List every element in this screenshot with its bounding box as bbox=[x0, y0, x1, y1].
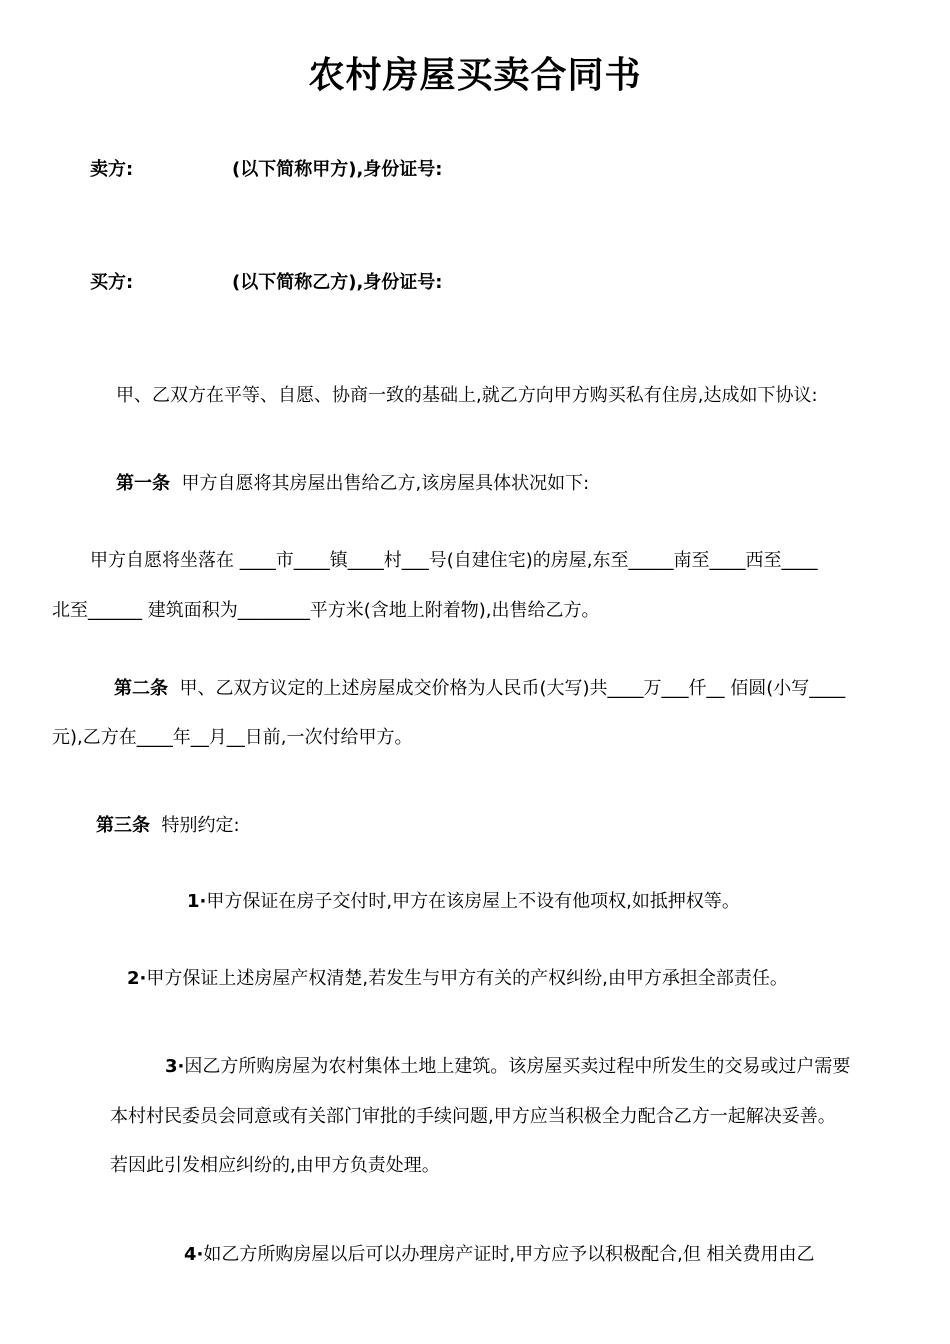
article-2-line-2: 元),乙方在____年__月__日前,一次付给甲方。 bbox=[52, 727, 413, 748]
item-3-text-line-1: 因乙方所购房屋为农村集体土地上建筑。该房屋买卖过程中所发生的交易或过户需要 bbox=[184, 1056, 851, 1077]
item-1-text: 甲方保证在房子交付时,甲方在该房屋上不设有他项权,如抵押权等。 bbox=[206, 891, 740, 912]
article-3-item-2 bbox=[127, 967, 788, 991]
article-2-line-1: 甲、乙双方议定的上述房屋成交价格为人民币(大写)共____万___仟__ 佰圆(小写____ bbox=[179, 678, 846, 699]
article-1-line-2: 北至______ 建筑面积为________平方米(含地上附着物),出售给乙方。 bbox=[52, 600, 600, 621]
intro-paragraph: 甲、乙双方在平等、自愿、协商一致的基础上,就乙方向甲方购买私有住房,达成如下协议: bbox=[116, 385, 818, 406]
article-2 bbox=[114, 677, 845, 701]
article-1-heading: 第一条 bbox=[116, 473, 170, 494]
item-2-number: 2· bbox=[127, 968, 147, 989]
seller-note: (以下简称甲方),身份证号: bbox=[232, 159, 443, 180]
article-3-heading: 第三条 bbox=[96, 815, 150, 836]
seller-label: 卖方: bbox=[90, 159, 134, 180]
item-4-text: 如乙方所购房屋以后可以办理房产证时,甲方应予以积极配合,但 相关费用由乙 bbox=[203, 1244, 815, 1265]
article-3-item-3 bbox=[165, 1055, 850, 1079]
item-2-text: 甲方保证上述房屋产权清楚,若发生与甲方有关的产权纠纷,由甲方承担全部责任。 bbox=[146, 968, 788, 989]
document-title: 农村房屋买卖合同书 bbox=[308, 55, 642, 96]
item-4-number: 4· bbox=[184, 1244, 204, 1265]
article-1-line-1: 甲方自愿将坐落在 ____市____镇____村___号(自建住宅)的房屋,东至_____南至____西至____ bbox=[90, 550, 818, 571]
buyer-note: (以下简称乙方),身份证号: bbox=[232, 272, 443, 293]
buyer-label: 买方: bbox=[90, 272, 134, 293]
article-3-item-4 bbox=[184, 1243, 815, 1267]
article-3-item-1 bbox=[187, 890, 740, 914]
article-1 bbox=[116, 472, 589, 496]
article-2-heading: 第二条 bbox=[114, 678, 168, 699]
item-3-text-line-2: 本村村民委员会同意或有关部门审批的手续问题,甲方应当积极全力配合乙方一起解决妥善。 bbox=[110, 1106, 836, 1127]
item-1-number: 1· bbox=[187, 891, 207, 912]
item-3-number: 3· bbox=[165, 1056, 185, 1077]
article-3-text: 特别约定: bbox=[161, 815, 240, 836]
article-3 bbox=[96, 814, 240, 838]
item-3-text-line-3: 若因此引发相应纠纷的,由甲方负责处理。 bbox=[110, 1155, 440, 1176]
article-1-text: 甲方自愿将其房屋出售给乙方,该房屋具体状况如下: bbox=[181, 473, 590, 494]
